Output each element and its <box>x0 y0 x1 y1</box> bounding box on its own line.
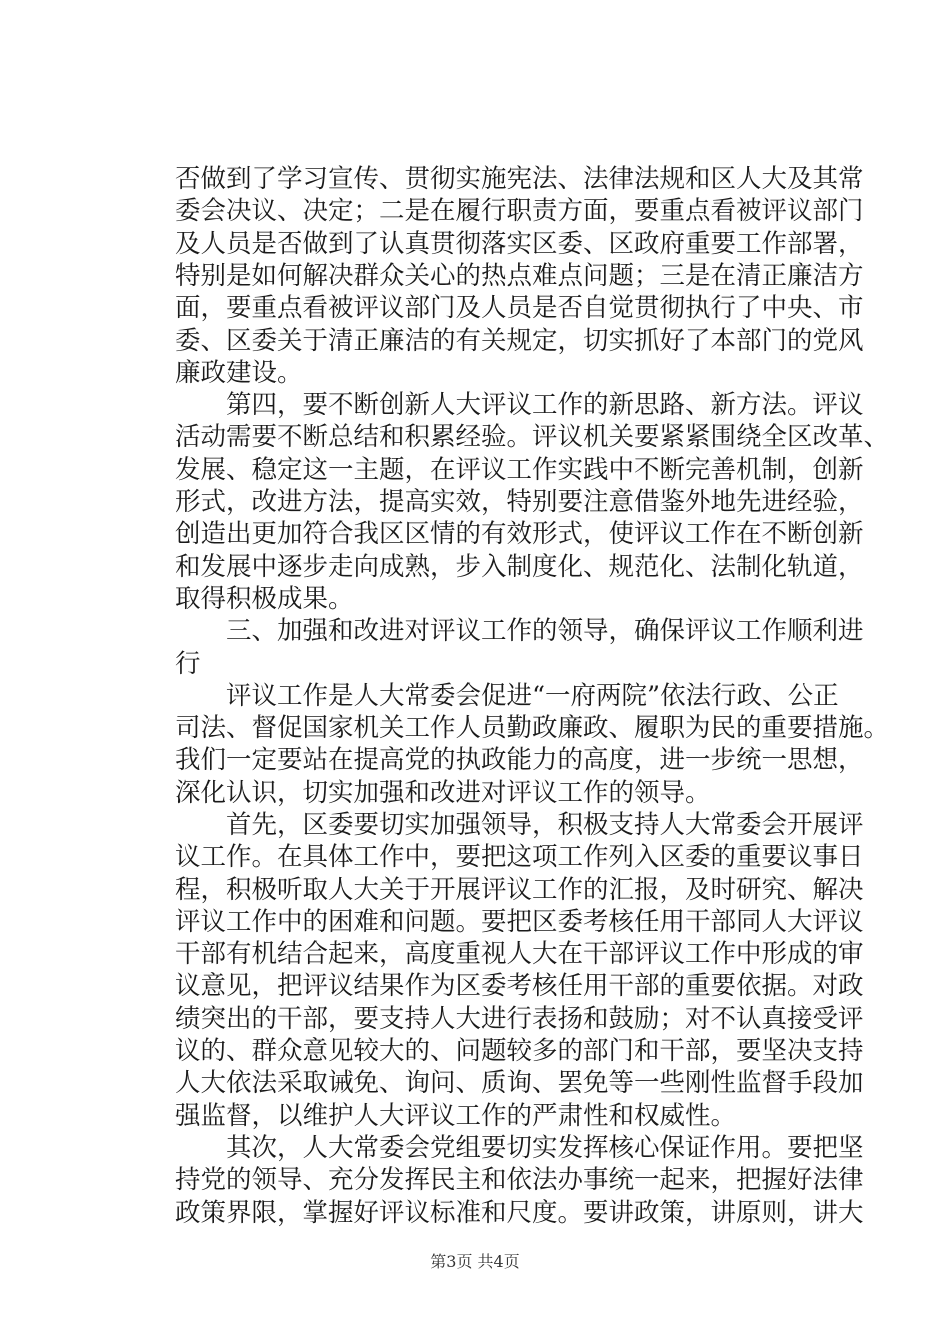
text-line: 创造出更加符合我区区情的有效形式，使评议工作在不断创新 <box>175 519 864 549</box>
text-line: 我们一定要站在提高党的执政能力的高度，进一步统一思想， <box>175 745 864 775</box>
text-line: 第四，要不断创新人大评议工作的新思路、新方法。评议 <box>175 390 864 420</box>
text-line: 程，积极听取人大关于开展评议工作的汇报，及时研究、解决 <box>175 875 864 905</box>
page-number-footer: 第3页 共4页 <box>430 1252 520 1271</box>
text-line: 议意见，把评议结果作为区委考核任用干部的重要依据。对政 <box>175 971 864 1001</box>
text-line: 评议工作是人大常委会促进“一府两院”依法行政、公正 <box>175 681 839 711</box>
text-line: 议的、群众意见较大的、问题较多的部门和干部，要坚决支持 <box>175 1036 864 1066</box>
text-line: 议工作。在具体工作中，要把这项工作列入区委的重要议事日 <box>175 842 864 872</box>
text-line: 评议工作中的困难和问题。要把区委考核任用干部同人大评议 <box>175 907 864 937</box>
text-line: 持党的领导、充分发挥民主和依法办事统一起来，把握好法律 <box>175 1165 864 1195</box>
text-line: 绩突出的干部，要支持人大进行表扬和鼓励；对不认真接受评 <box>175 1004 864 1034</box>
section-heading-line: 行 <box>175 649 201 679</box>
text-line: 发展、稳定这一主题，在评议工作实践中不断完善机制，创新 <box>175 455 864 485</box>
text-line: 和发展中逐步走向成熟，步入制度化、规范化、法制化轨道， <box>175 552 864 582</box>
text-line: 其次，人大常委会党组要切实发挥核心保证作用。要把坚 <box>175 1133 864 1163</box>
text-line: 廉政建设。 <box>175 358 303 388</box>
text-line: 人大依法采取诫免、询问、质询、罢免等一些刚性监督手段加 <box>175 1068 864 1098</box>
text-line: 政策界限，掌握好评议标准和尺度。要讲政策，讲原则，讲大 <box>175 1198 864 1228</box>
text-line: 强监督，以维护人大评议工作的严肃性和权威性。 <box>175 1101 737 1131</box>
text-line: 首先，区委要切实加强领导，积极支持人大常委会开展评 <box>175 810 864 840</box>
section-heading-line: 三、加强和改进对评议工作的领导，确保评议工作顺利进 <box>175 616 864 646</box>
text-line: 否做到了学习宣传、贯彻实施宪法、法律法规和区人大及其常 <box>175 164 864 194</box>
text-line: 面，要重点看被评议部门及人员是否自觉贯彻执行了中央、市 <box>175 293 864 323</box>
text-line: 深化认识，切实加强和改进对评议工作的领导。 <box>175 778 711 808</box>
text-line: 特别是如何解决群众关心的热点难点问题；三是在清正廉洁方 <box>175 261 864 291</box>
text-line: 司法、督促国家机关工作人员勤政廉政、履职为民的重要措施。 <box>175 713 890 743</box>
text-line: 及人员是否做到了认真贯彻落实区委、区政府重要工作部署， <box>175 229 864 259</box>
text-line: 委会决议、决定；二是在履行职责方面，要重点看被评议部门 <box>175 196 864 226</box>
text-line: 干部有机结合起来，高度重视人大在干部评议工作中形成的审 <box>175 939 864 969</box>
text-line: 形式，改进方法，提高实效，特别要注意借鉴外地先进经验， <box>175 487 864 517</box>
text-line: 委、区委关于清正廉洁的有关规定，切实抓好了本部门的党风 <box>175 326 864 356</box>
text-line: 取得积极成果。 <box>175 584 354 614</box>
text-line: 活动需要不断总结和积累经验。评议机关要紧紧围绕全区改革、 <box>175 422 890 452</box>
